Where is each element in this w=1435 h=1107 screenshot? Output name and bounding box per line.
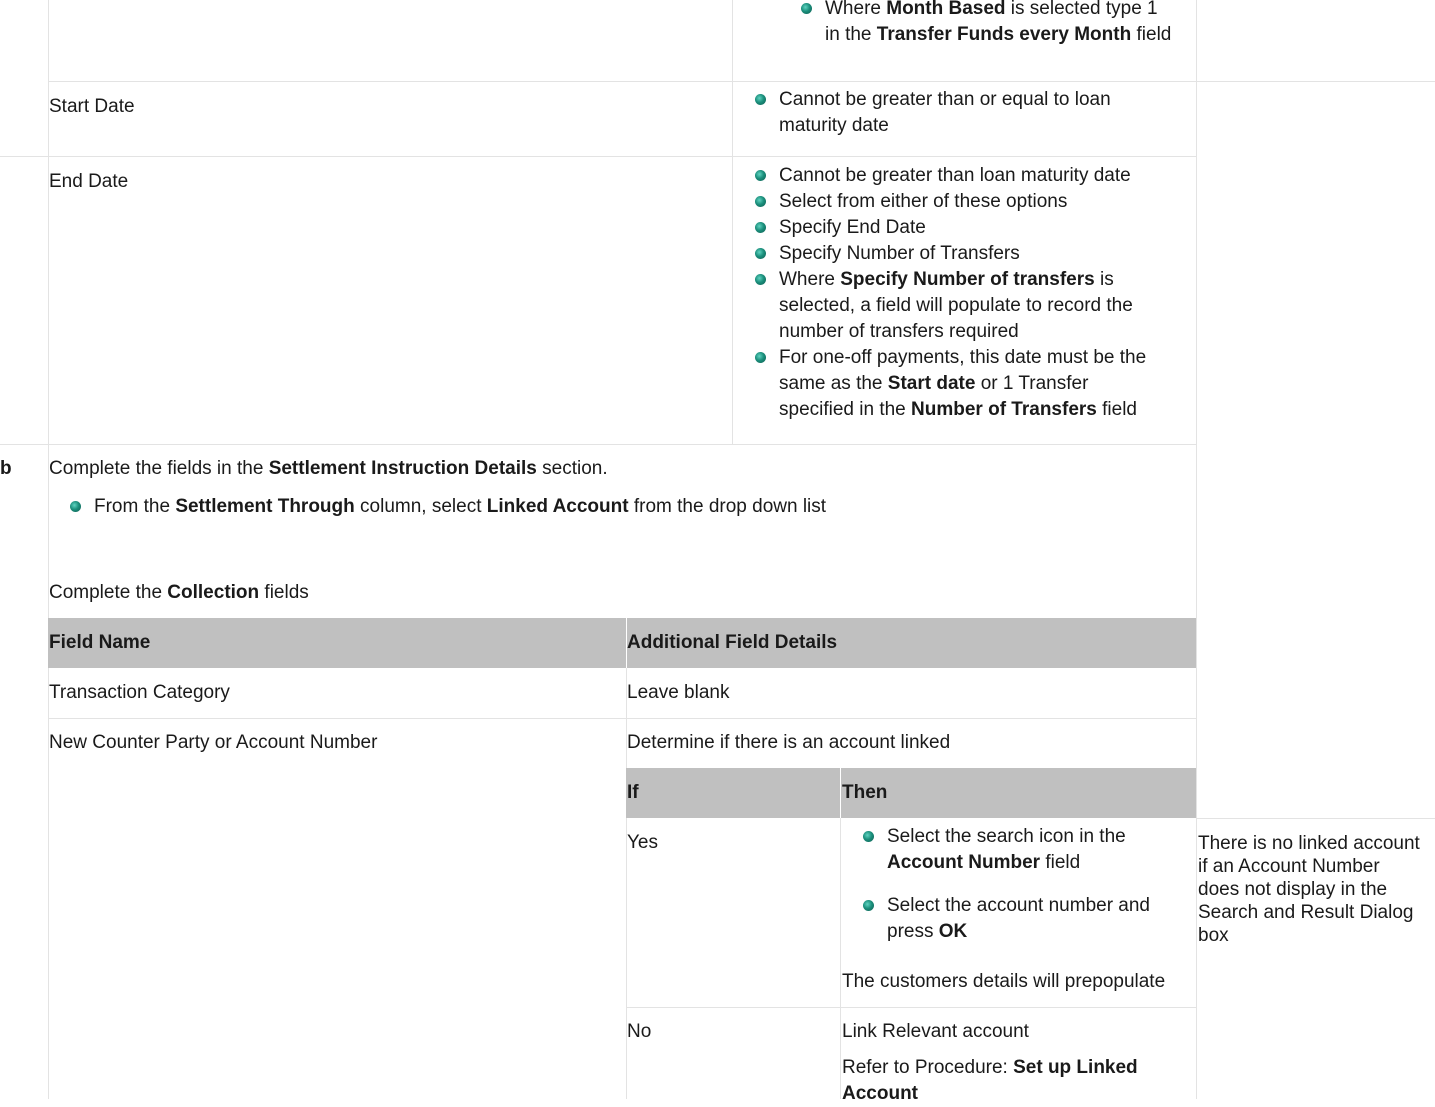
header-then: Then	[842, 782, 888, 803]
month-based-bullet	[801, 0, 1201, 48]
list-item: Specify End Date	[755, 215, 1185, 241]
list-item: From the Settlement Through column, select Linked Account from the drop down list	[70, 494, 1170, 520]
end-date-rules	[755, 163, 1185, 423]
side-note: There is no linked account if an Account Number does not display in the Search and Result Dialog box	[1198, 833, 1420, 946]
right-column-border	[1196, 0, 1197, 1099]
list-item: Select the account number and press OK	[863, 893, 1193, 945]
list-item: For one-off payments, this date must be the same as the Start date or 1 Transfer specified in the Number of Transfers field	[755, 345, 1185, 423]
header-field-name: Field Name	[49, 632, 151, 653]
step-intro: Complete the fields in the Settlement Instruction Details section.	[49, 458, 608, 479]
yes-result: The customers details will prepopulate	[842, 971, 1166, 992]
if-column-border	[840, 818, 841, 1099]
list-item: Where Month Based is selected type 1 in the Transfer Funds every Month field	[801, 0, 1201, 48]
if-then-header-divider	[840, 768, 841, 818]
no-refer: Refer to Procedure: Set up Linked Account	[842, 1057, 1138, 1104]
table-row-details: Leave blank	[627, 682, 730, 703]
if-no: No	[627, 1021, 652, 1042]
inner-column-border	[732, 0, 733, 445]
row-divider-end	[0, 444, 1197, 445]
outer-left-border-lower	[48, 445, 49, 1099]
outer-left-border	[48, 0, 49, 445]
list-item: Where Specify Number of transfers is selected, a field will populate to record the number of transfers required	[755, 267, 1185, 345]
collection-intro: Complete the Collection fields	[49, 582, 309, 603]
if-yes: Yes	[627, 832, 658, 853]
yes-actions	[863, 824, 1193, 945]
header-additional-details: Additional Field Details	[627, 632, 838, 653]
step-marker: b	[0, 458, 12, 479]
table-row-field: Transaction Category	[49, 682, 230, 703]
if-then-header	[626, 768, 1196, 818]
list-item: Cannot be greater than loan maturity date	[755, 163, 1185, 189]
row-divider-side	[1196, 818, 1435, 819]
no-action: Link Relevant account	[842, 1021, 1029, 1042]
row-divider-yes	[626, 1007, 1197, 1008]
start-date-rules	[755, 87, 1185, 139]
list-item: Select from either of these options	[755, 189, 1185, 215]
table-row-details: Determine if there is an account linked	[627, 732, 951, 753]
list-item: Cannot be greater than or equal to loan maturity date	[755, 87, 1185, 139]
end-date-label: End Date	[49, 171, 129, 192]
row-divider-start	[0, 156, 1197, 157]
collection-table-header	[48, 618, 1196, 668]
row-divider-month	[48, 81, 1435, 82]
table-row-field: New Counter Party or Account Number	[49, 732, 378, 753]
list-item: Specify Number of Transfers	[755, 241, 1185, 267]
row-divider-transaction	[48, 718, 1197, 719]
list-item: Select the search icon in the Account Number field	[863, 824, 1193, 876]
start-date-label: Start Date	[49, 96, 135, 117]
settlement-bullet	[70, 494, 1170, 520]
header-if: If	[627, 782, 639, 803]
